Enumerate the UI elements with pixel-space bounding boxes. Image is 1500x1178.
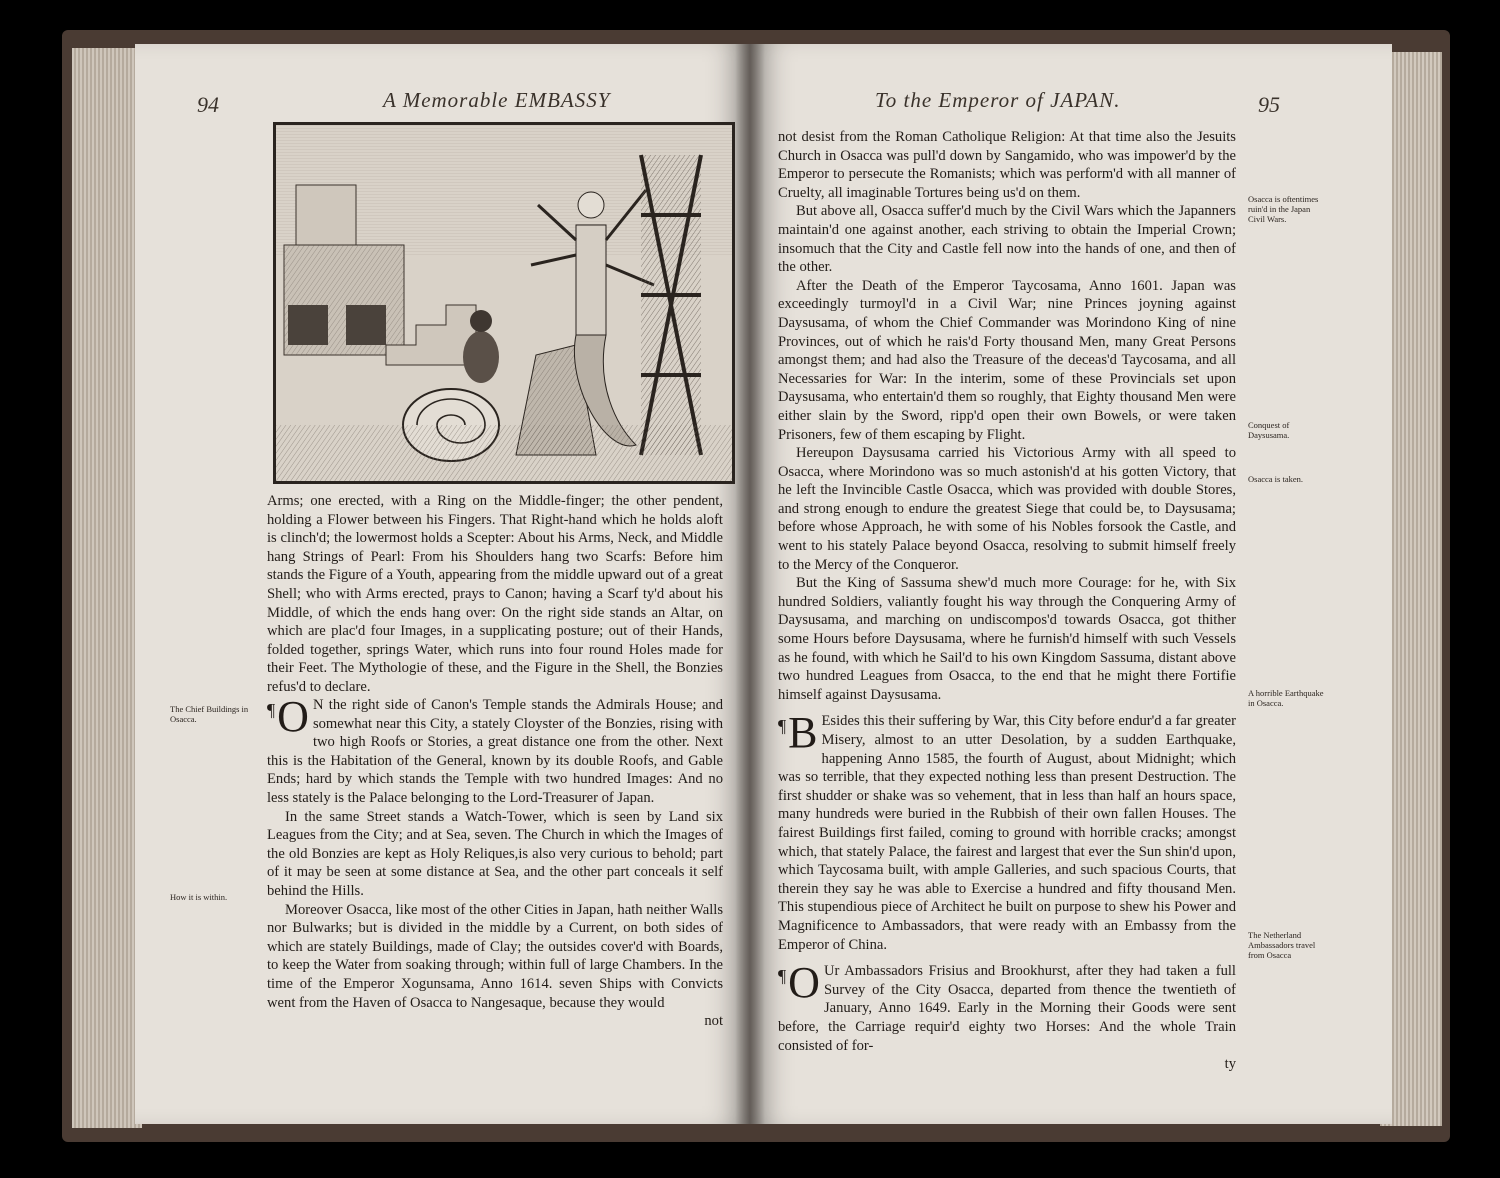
book-gutter xyxy=(735,44,765,1124)
paragraph: Ur Ambassadors Frisius and Brookhurst, after they had taken a full Survey of the City Osacca, departed from thence the twentieth of January, Anno 1649. Early in the Morning their Goods were sent before, the Carriage requir'd eighty two Horses: And the whole Train consisted of for- xyxy=(778,963,1236,1054)
engraving-illustration xyxy=(273,122,735,484)
catchword: not xyxy=(704,1013,723,1030)
paragraph: Moreover Osacca, like most of the other Cities in Japan, hath neither Walls nor Bulwarks; but is divided in the middle by a Current, on both sides of which are stately Buildings, made of Clay; the outsides cover'd with Boards, to keep the Water from soaking through; within full of large Chambers. In the time of the Emperor Xogunsama, Anno 1614. seven Ships with Convicts went from the Haven of Osacca to Nangesaque, because they would xyxy=(267,901,723,1011)
paragraph: But the King of Sassuma shew'd much more Courage: for he, with Six hundred Soldiers, valiantly fought his way through the Conquering Army of Daysusama, and marching on undiscompos'd towards Osacca, got thither some Hours before Daysusama, where he furnish'd himself with such Vessels as he found, with which he Sail'd to his own Kingdom Sassuma, distant above two hundred Leagues from Osacca, to the end that he might there Fortifie himself against Daysusama. xyxy=(778,575,1236,703)
paragraph: Esides this their suffering by War, this City before endur'd a far greater Misery, almost to an utter Desolation, by a sudden Earthquake, happening Anno 1585, the fourth of August, about Midnight; which was so terrible, that they expected nothing less than present Destruction. The first shudder or shake was so vehement, that in less than half an hours space, many hundreds were buried in the Rubbish of their own fallen Houses. The fairest Buildings first failed, coming to ground with horrible cracks; amongst which, that stately Palace, the fairest and largest that ever the Sun shin'd upon, which Taycosama built, with ample Galleries, and such spacious Courts, that therein they say he was able to Exercise a hundred and fifty thousand Men. This stupendious piece of Architect he built on purpose to shew his Power and Magnificence to Ambassadors, that were ready with an Embassy from the Emperor of China. xyxy=(778,713,1236,953)
paragraph: N the right side of Canon's Temple stands the Admirals House; and somewhat near this City, a stately Cloyster of the Bonzies, rising with two high Roofs or Stories, a great distance one from the other. Next this is the Habitation of the General, known by its double Roofs, and Gable Ends; hard by which stands the Temple with two hundred Images: And no less stately is the Palace belonging to the Lord-Treasurer of Japan. xyxy=(267,697,723,806)
right-page xyxy=(750,44,1392,1124)
paragraph: But above all, Osacca suffer'd much by the Civil Wars which the Japanners maintain'd one against another, each striving to obtain the Imperial Crown; insomuch that the City and Castle fell now into the hands of one, and then of the other. xyxy=(778,203,1236,276)
catchword: ty xyxy=(1224,1056,1236,1073)
pilcrow-mark: ¶ xyxy=(778,966,787,987)
margin-note: Conquest of Daysusama. xyxy=(1248,420,1290,440)
right-text-main xyxy=(778,128,1236,1074)
margin-note: Osacca is taken. xyxy=(1248,474,1303,484)
margin-note: Osacca is oftentimes ruin'd in the Japan Civil Wars. xyxy=(1248,194,1319,224)
drop-cap: O xyxy=(277,692,309,741)
running-head: A Memorable EMBASSY xyxy=(383,88,611,112)
page-number: 95 xyxy=(1258,92,1280,117)
paragraph: not desist from the Roman Catholique Religion: At that time also the Jesuits Church in Osacca was pull'd down by Sangamido, who was impower'd by the Emperor to persecute the Romanists; which was perform'd with all manner of Cruelty, all imaginable Tortures being us'd on them. xyxy=(778,129,1236,201)
pilcrow-mark: ¶ xyxy=(267,700,276,720)
left-page xyxy=(135,44,750,1124)
drop-cap: O xyxy=(788,958,820,1008)
left-text-top xyxy=(267,492,723,697)
paragraph: After the Death of the Emperor Taycosama, Anno 1601. Japan was exceedingly turmoyl'd in a Civil War; nine Princes joyning against Daysusama, of whom the Chief Commander was Morindono King of nine Provinces, out of which he rais'd Forty thousand Men, many Great Persons amongst them; and had also the Treasure of the deceas'd Taycosama, and all Necessaries for War: In the interim, some of these Provincials set upon Daysusama, who entertain'd them so roughly, that Eighty thousand Men were either slain by the Sword, ripp'd open their own Bowels, or were taken Prisoners, few of them escaping by Flight. xyxy=(778,277,1236,443)
drop-cap: B xyxy=(788,708,818,758)
page-edges-left xyxy=(72,48,142,1128)
margin-note: How it is within. xyxy=(170,892,228,902)
paragraph: Arms; one erected, with a Ring on the Middle-finger; the other pendent, holding a Flower between his Fingers. That Right-hand which he holds aloft is clinch'd; the lowermost holds a Scepter: About his Arms, Neck, and Middle hang Strings of Pearl: From his Shoulders hang two Scarfs: Before him stands the Figure of a Youth, appearing from the middle upward out of a great Shell; who with Arms erected, prays to Canon; having a Scarf ty'd about his Middle, of which the ends hang over: On the right side stands an Altar, on which are plac'd four Images, in a supplicating posture; out of their Hands, folded together, springs Water, which runs into four round Holes made for their Feet. The Mythologie of these, and the Figure in the Shell, the Bonzies refus'd to declare. xyxy=(267,493,723,695)
paragraph: In the same Street stands a Watch-Tower, which is seen by Land six Leagues from the City; and at Sea, seven. The Church in which the Images of the old Bonzies are kept as Holy Reliques,is also very curious to behold; part of it may be seen at some distance at Sea, and the other part conceals it self behind the Hills. xyxy=(267,808,723,899)
paragraph: Hereupon Daysusama carried his Victorious Army with all speed to Osacca, where Morindono was so much astonish'd at his gotten Victory, that he left the Invincible Castle Osacca, which was provided with double Stores, and strong enough to endure the greatest Siege that could be, to Daysusama; before whose Approach, he with some of his Nobles forsook the Castle, and went to his stately Palace beyond Osacca, resolving to submit himself freely to the Mercy of the Conqueror. xyxy=(778,445,1236,573)
margin-note: The Netherland Ambassadors travel from Osacca xyxy=(1248,930,1316,960)
margin-note: A horrible Earthquake in Osacca. xyxy=(1248,688,1324,708)
left-text-main xyxy=(267,692,723,1031)
margin-note: The Chief Buildings in Osacca. xyxy=(170,704,249,724)
running-head: To the Emperor of JAPAN. xyxy=(875,88,1121,112)
pilcrow-mark: ¶ xyxy=(778,716,787,737)
engraving-art xyxy=(276,125,732,481)
page-number: 94 xyxy=(197,92,219,117)
